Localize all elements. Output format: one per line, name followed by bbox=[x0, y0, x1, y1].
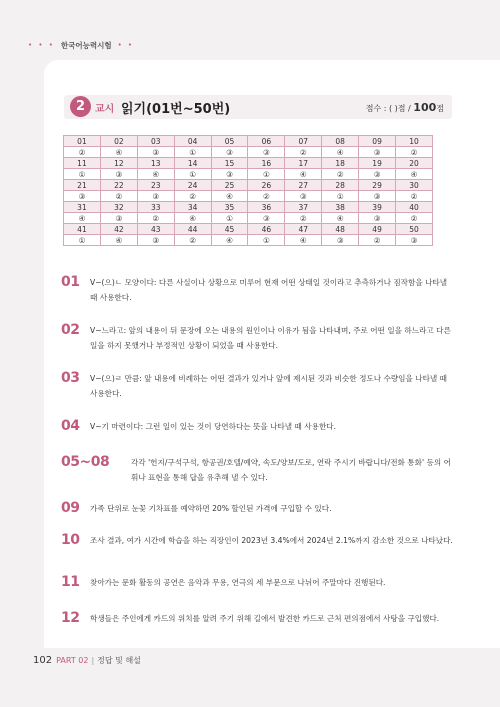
question-number-cell: 02 bbox=[100, 136, 137, 147]
answer-cell: ③ bbox=[100, 213, 137, 224]
question-number-cell: 08 bbox=[322, 136, 359, 147]
score-unit: 점 bbox=[436, 104, 444, 113]
question-number-cell: 31 bbox=[64, 202, 101, 213]
answer-cell: ② bbox=[174, 191, 211, 202]
answer-row bbox=[64, 213, 433, 224]
question-number-cell: 17 bbox=[285, 158, 322, 169]
explanation-text: 학생들은 주인에게 카드의 위치를 알려 주기 위해 길에서 발견한 카드로 근처 편의점에서 사탕을 구입했다. bbox=[90, 614, 440, 623]
answer-cell: ③ bbox=[248, 213, 285, 224]
score-label: 점수 : ( )점 / bbox=[365, 104, 414, 113]
answer-row bbox=[64, 169, 433, 180]
section-kyosi: 교시 bbox=[95, 104, 115, 115]
answer-cell: ③ bbox=[211, 169, 248, 180]
answer-cell: ③ bbox=[359, 169, 396, 180]
question-number-cell: 44 bbox=[174, 224, 211, 235]
answer-cell: ② bbox=[64, 147, 101, 158]
page-number: 102 bbox=[33, 655, 53, 666]
question-number-cell: 32 bbox=[100, 202, 137, 213]
score-total: 100 bbox=[413, 101, 437, 114]
answer-cell: ④ bbox=[285, 235, 322, 246]
question-number-cell: 45 bbox=[211, 224, 248, 235]
question-number-cell: 14 bbox=[174, 158, 211, 169]
answer-cell: ④ bbox=[100, 147, 137, 158]
explanation-number: 09 bbox=[61, 500, 80, 516]
answer-cell: ② bbox=[248, 191, 285, 202]
answer-cell: ② bbox=[285, 213, 322, 224]
question-number-cell: 34 bbox=[174, 202, 211, 213]
explanation-text: V~(으)ㄹ 만큼: 앞 내용에 비례하는 어떤 결과가 있거나 앞에 제시된 것과 비슷한 정도나 수량임을 나타낼 때 사용한다. bbox=[90, 374, 448, 398]
question-number-cell: 37 bbox=[285, 202, 322, 213]
question-number-cell: 46 bbox=[248, 224, 285, 235]
explanation-text: V~(으)ㄴ 모양이다: 다른 사실이나 상황으로 미루어 현재 어떤 상태일 것이라고 추측하거나 짐작함을 나타낼 때 사용한다. bbox=[90, 278, 448, 302]
answer-cell: ③ bbox=[137, 191, 174, 202]
answer-cell: ③ bbox=[359, 213, 396, 224]
question-number-cell: 12 bbox=[100, 158, 137, 169]
question-number-cell: 27 bbox=[285, 180, 322, 191]
answer-cell: ④ bbox=[396, 169, 433, 180]
question-number-cell: 35 bbox=[211, 202, 248, 213]
header-brand: 한국어능력시험 bbox=[60, 40, 112, 50]
content-page bbox=[44, 60, 500, 648]
answer-cell: ③ bbox=[137, 235, 174, 246]
explanation-number: 02 bbox=[61, 322, 80, 338]
footer-separator: | bbox=[91, 656, 95, 665]
answer-cell: ④ bbox=[322, 213, 359, 224]
question-number-cell: 11 bbox=[64, 158, 101, 169]
answer-cell: ③ bbox=[64, 191, 101, 202]
answer-cell: ② bbox=[396, 147, 433, 158]
question-number-cell: 24 bbox=[174, 180, 211, 191]
score-box bbox=[366, 101, 444, 114]
answer-cell: ② bbox=[285, 147, 322, 158]
answer-cell: ① bbox=[322, 191, 359, 202]
explanation-number: 05~08 bbox=[61, 454, 110, 470]
question-number-row bbox=[64, 136, 433, 147]
answer-cell: ③ bbox=[359, 191, 396, 202]
question-number-cell: 06 bbox=[248, 136, 285, 147]
answer-cell: ② bbox=[137, 213, 174, 224]
question-number-cell: 41 bbox=[64, 224, 101, 235]
question-number-cell: 05 bbox=[211, 136, 248, 147]
question-number-cell: 26 bbox=[248, 180, 285, 191]
answer-cell: ② bbox=[396, 213, 433, 224]
answer-cell: ④ bbox=[174, 213, 211, 224]
explanation-text: 가족 단위로 눈꽃 기차표를 예약하면 20% 할인된 가격에 구입할 수 있다. bbox=[90, 504, 332, 513]
question-number-cell: 15 bbox=[211, 158, 248, 169]
answer-key-table bbox=[63, 135, 433, 246]
question-number-cell: 39 bbox=[359, 202, 396, 213]
answer-cell: ③ bbox=[359, 147, 396, 158]
question-number-cell: 20 bbox=[396, 158, 433, 169]
question-number-row bbox=[64, 202, 433, 213]
question-number-cell: 18 bbox=[322, 158, 359, 169]
footer-subtitle: 정답 및 해설 bbox=[97, 656, 141, 665]
answer-cell: ④ bbox=[285, 169, 322, 180]
answer-row bbox=[64, 191, 433, 202]
answer-cell: ③ bbox=[100, 169, 137, 180]
question-number-cell: 01 bbox=[64, 136, 101, 147]
question-number-cell: 29 bbox=[359, 180, 396, 191]
question-number-cell: 22 bbox=[100, 180, 137, 191]
answer-cell: ④ bbox=[100, 235, 137, 246]
explanation-number: 12 bbox=[61, 610, 80, 626]
question-number-cell: 25 bbox=[211, 180, 248, 191]
question-number-cell: 28 bbox=[322, 180, 359, 191]
section-title-bar bbox=[64, 95, 452, 119]
question-number-cell: 07 bbox=[285, 136, 322, 147]
explanation-text: V~느라고: 앞의 내용이 뒤 문장에 오는 내용의 원인이나 이유가 됨을 나타내며, 주로 어떤 일을 하느라고 다른 일을 하지 못했거나 부정적인 상황이 되었을 때 사용한다. bbox=[90, 326, 451, 350]
question-number-cell: 30 bbox=[396, 180, 433, 191]
answer-cell: ① bbox=[248, 169, 285, 180]
answer-cell: ① bbox=[64, 169, 101, 180]
answer-cell: ③ bbox=[322, 235, 359, 246]
question-number-cell: 49 bbox=[359, 224, 396, 235]
header-dots-left: • • • bbox=[28, 41, 55, 49]
question-number-cell: 50 bbox=[396, 224, 433, 235]
explanation-number: 11 bbox=[61, 574, 80, 590]
running-header bbox=[28, 38, 134, 52]
question-number-cell: 09 bbox=[359, 136, 396, 147]
answer-cell: ③ bbox=[396, 235, 433, 246]
question-number-cell: 03 bbox=[137, 136, 174, 147]
answer-cell: ③ bbox=[137, 147, 174, 158]
question-number-cell: 16 bbox=[248, 158, 285, 169]
answer-cell: ② bbox=[100, 191, 137, 202]
explanation-number: 01 bbox=[61, 274, 80, 290]
answer-cell: ③ bbox=[248, 147, 285, 158]
answer-cell: ③ bbox=[285, 191, 322, 202]
question-number-cell: 48 bbox=[322, 224, 359, 235]
explanation-text: 찾아가는 문화 활동의 공연은 음악과 무용, 연극의 세 부문으로 나뉘어 주말마다 진행된다. bbox=[90, 578, 386, 587]
answer-cell: ② bbox=[359, 235, 396, 246]
question-number-cell: 21 bbox=[64, 180, 101, 191]
question-number-cell: 33 bbox=[137, 202, 174, 213]
answer-cell: ③ bbox=[211, 147, 248, 158]
question-number-cell: 36 bbox=[248, 202, 285, 213]
footer-part: PART 02 bbox=[56, 656, 89, 665]
answer-cell: ④ bbox=[211, 191, 248, 202]
answer-cell: ① bbox=[174, 169, 211, 180]
answer-cell: ④ bbox=[64, 213, 101, 224]
answer-cell: ② bbox=[174, 235, 211, 246]
question-number-cell: 40 bbox=[396, 202, 433, 213]
header-dots-right: • • bbox=[117, 41, 135, 49]
question-number-cell: 47 bbox=[285, 224, 322, 235]
question-number-cell: 10 bbox=[396, 136, 433, 147]
question-number-cell: 38 bbox=[322, 202, 359, 213]
question-number-cell: 42 bbox=[100, 224, 137, 235]
answer-cell: ④ bbox=[211, 235, 248, 246]
explanation-number: 10 bbox=[61, 532, 80, 548]
answer-cell: ① bbox=[248, 235, 285, 246]
answer-row bbox=[64, 235, 433, 246]
question-number-row bbox=[64, 158, 433, 169]
page-footer bbox=[33, 655, 141, 666]
question-number-row bbox=[64, 180, 433, 191]
section-number-badge: 2 bbox=[70, 96, 91, 117]
question-number-cell: 04 bbox=[174, 136, 211, 147]
answer-cell: ① bbox=[64, 235, 101, 246]
answer-cell: ④ bbox=[322, 147, 359, 158]
answer-row bbox=[64, 147, 433, 158]
question-number-cell: 43 bbox=[137, 224, 174, 235]
explanation-number: 03 bbox=[61, 370, 80, 386]
question-number-cell: 13 bbox=[137, 158, 174, 169]
question-number-cell: 23 bbox=[137, 180, 174, 191]
explanation-number: 04 bbox=[61, 418, 80, 434]
section-title: 읽기(01번~50번) bbox=[121, 102, 231, 117]
answer-cell: ② bbox=[396, 191, 433, 202]
answer-cell: ④ bbox=[137, 169, 174, 180]
explanation-text: V~기 마련이다: 그런 일이 있는 것이 당연하다는 뜻을 나타낼 때 사용한다. bbox=[90, 422, 337, 431]
question-number-cell: 19 bbox=[359, 158, 396, 169]
explanation-text: 조사 결과, 여가 시간에 학습을 하는 직장인이 2023년 3.4%에서 2024년 2.1%까지 감소한 것으로 나타났다. bbox=[90, 536, 453, 545]
explanation-text: 각각 '헌지/구석구석, 항공권/호텔/예약, 속도/양보/도로, 연락 주시기 바랍니다/전화 통화' 등의 어휘나 표현을 통해 답을 유추해 낼 수 있다. bbox=[131, 458, 451, 482]
question-number-row bbox=[64, 224, 433, 235]
answer-cell: ① bbox=[211, 213, 248, 224]
answer-cell: ② bbox=[322, 169, 359, 180]
answer-cell: ① bbox=[174, 147, 211, 158]
